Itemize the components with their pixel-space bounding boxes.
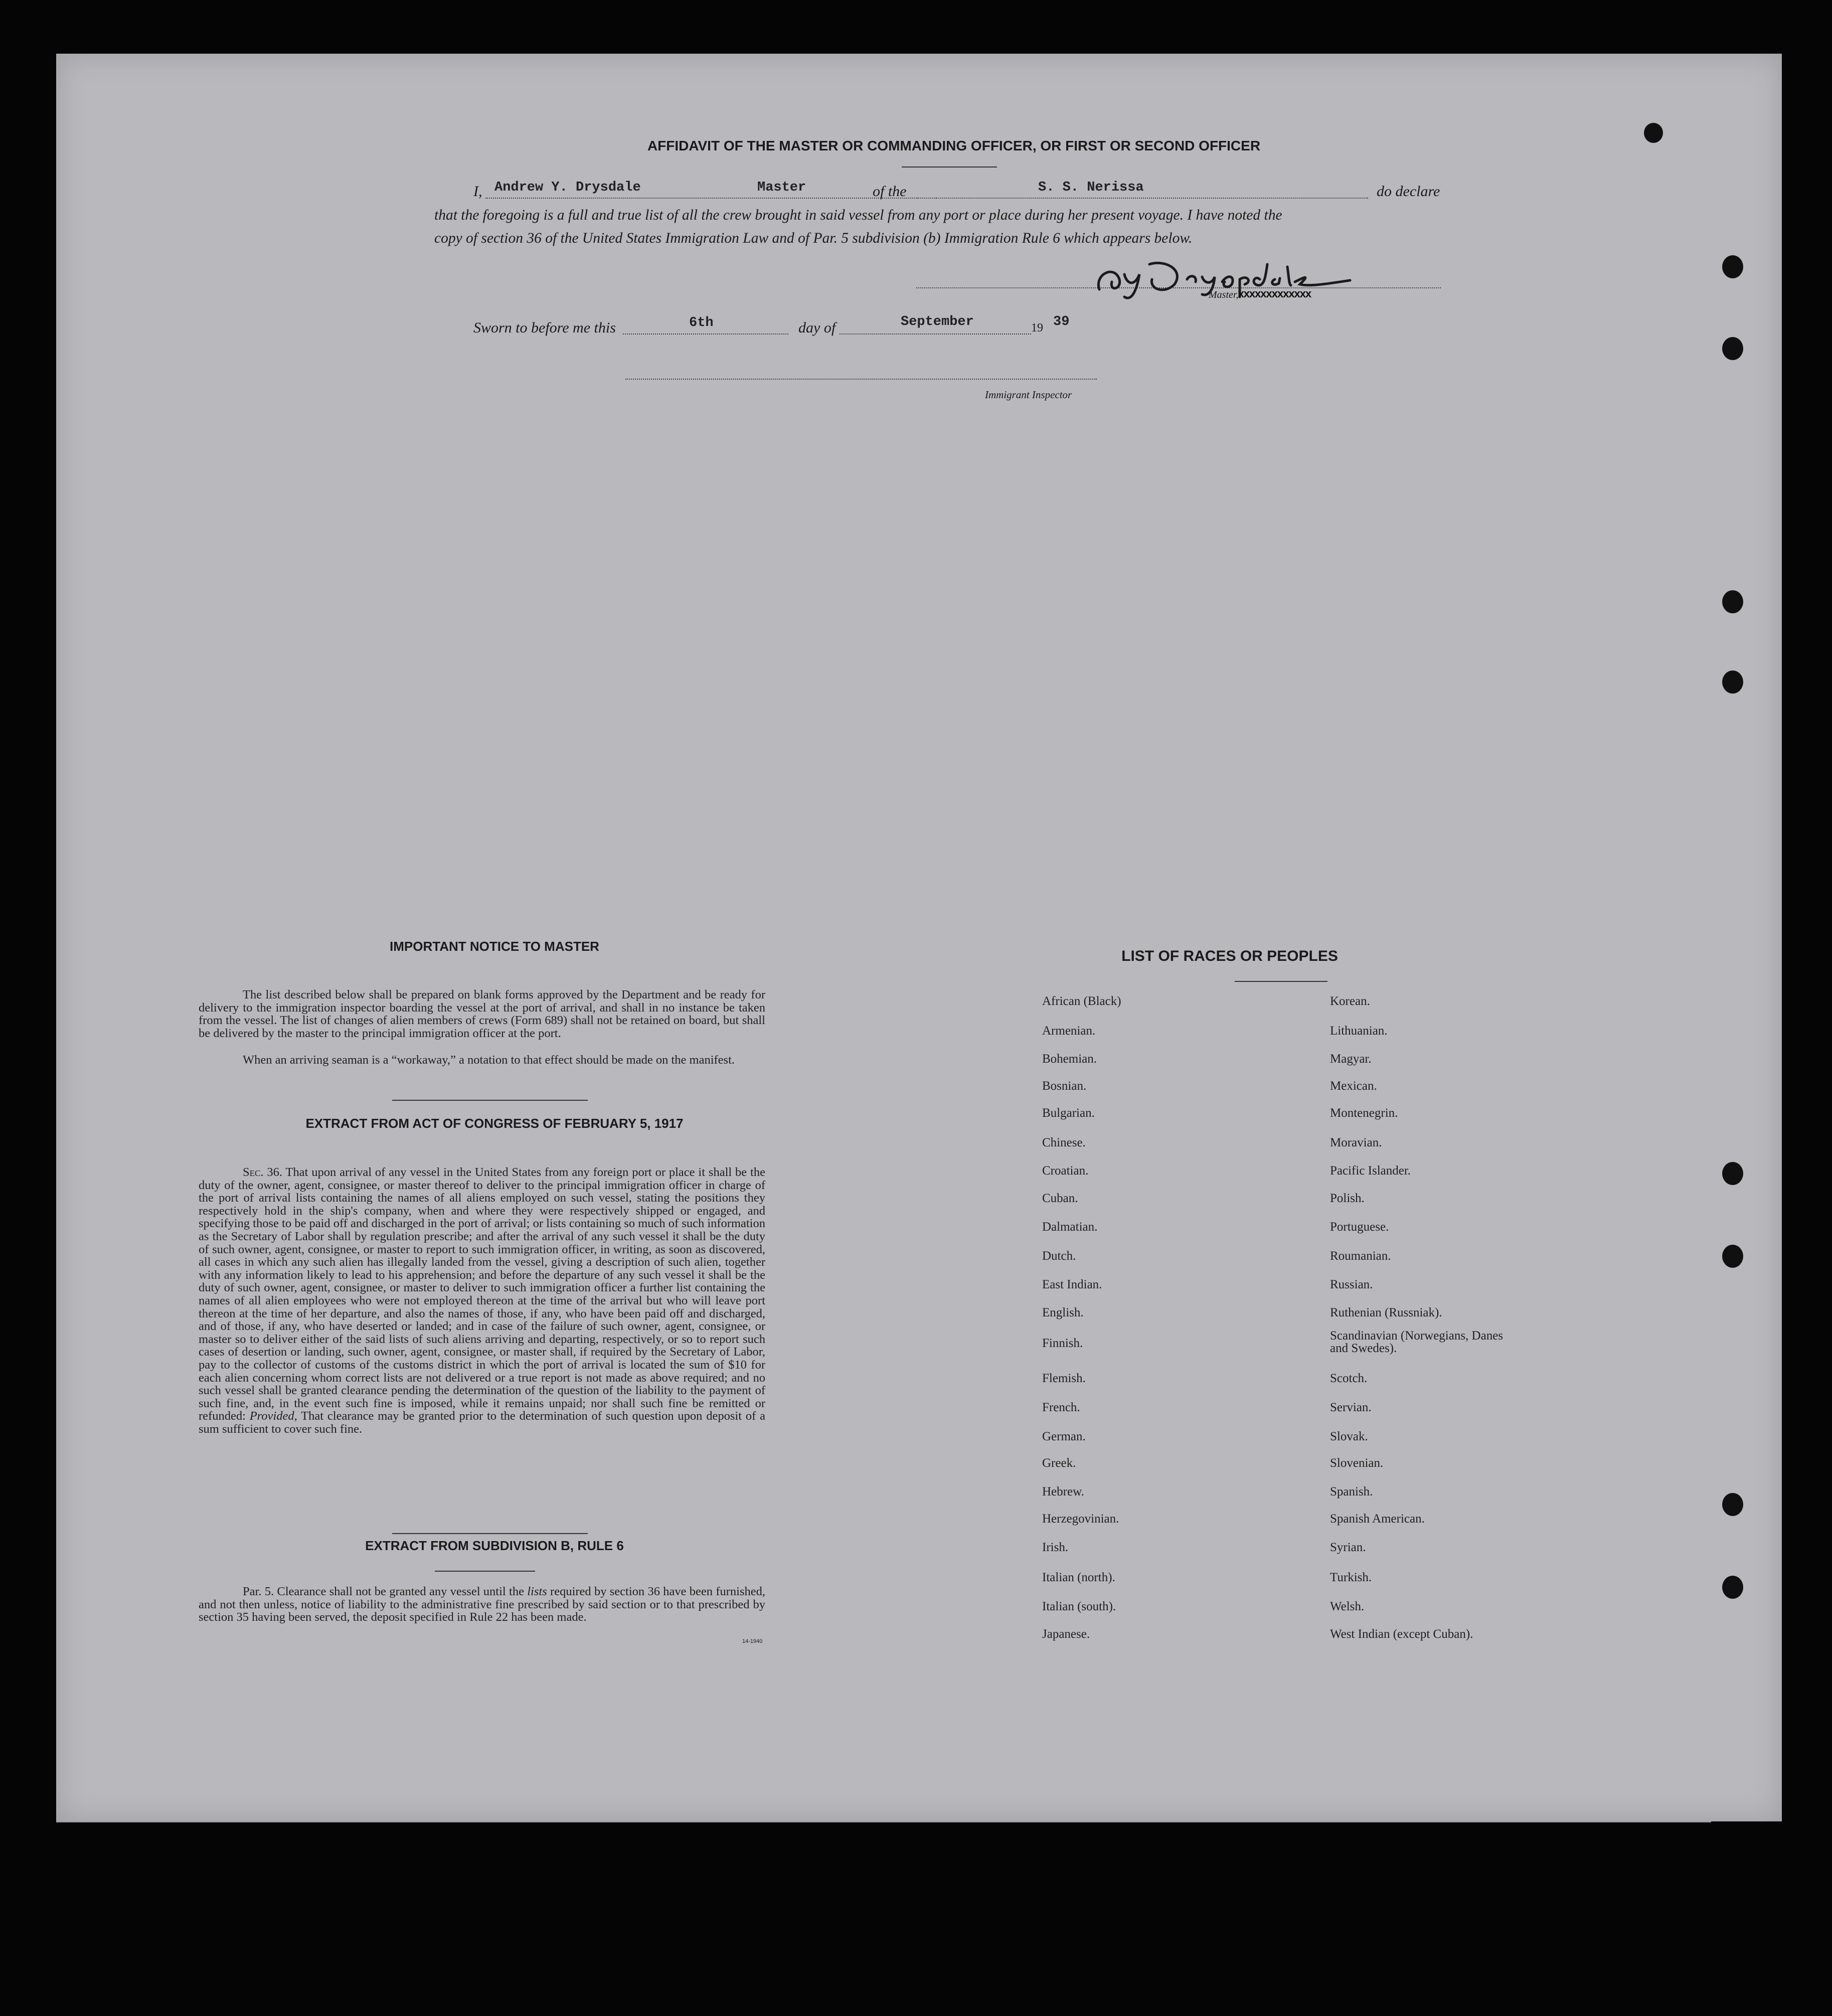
race-item: Croatian. bbox=[1042, 1164, 1089, 1178]
binder-hole-7 bbox=[1722, 1245, 1743, 1268]
race-item: Magyar. bbox=[1330, 1052, 1372, 1066]
do-declare-label: do declare bbox=[1377, 183, 1440, 200]
race-item: Dutch. bbox=[1042, 1249, 1076, 1263]
race-item: Spanish American. bbox=[1330, 1512, 1425, 1526]
race-item: French. bbox=[1042, 1401, 1080, 1414]
race-item: Roumanian. bbox=[1330, 1249, 1391, 1263]
race-item: Lithuanian. bbox=[1330, 1024, 1388, 1038]
race-item: Hebrew. bbox=[1042, 1485, 1084, 1498]
race-item: Servian. bbox=[1330, 1401, 1372, 1414]
race-item: Welsh. bbox=[1330, 1600, 1365, 1613]
race-item: Japanese. bbox=[1042, 1627, 1090, 1641]
sworn-label: Sworn to before me this bbox=[473, 319, 616, 336]
form-number: 14-1940 bbox=[742, 1638, 763, 1644]
race-item: West Indian (except Cuban). bbox=[1330, 1627, 1473, 1641]
race-item: Mexican. bbox=[1330, 1079, 1377, 1093]
act-extract-title: EXTRACT FROM ACT OF CONGRESS OF FEBRUARY 5, 1917 bbox=[305, 1116, 684, 1131]
binder-hole-8 bbox=[1722, 1493, 1743, 1516]
race-item: Bosnian. bbox=[1042, 1079, 1087, 1093]
binder-hole-1 bbox=[1644, 123, 1663, 143]
act-extract-text bbox=[199, 1166, 765, 1435]
race-item: Bulgarian. bbox=[1042, 1106, 1095, 1120]
race-item: Slovak. bbox=[1330, 1430, 1368, 1443]
year-suffix: 39 bbox=[1053, 314, 1070, 329]
race-item: East Indian. bbox=[1042, 1278, 1102, 1291]
race-item: Pacific Islander. bbox=[1330, 1164, 1411, 1178]
rule-text-b: required by section 36 have been furnished, and not then unless, notice of liability to the administrative fine prescribed by said section or to that prescribed by section 35 having been served, the deposit specified in Rule 22 has been made. bbox=[199, 1585, 765, 1624]
inspector-caption: Immigrant Inspector bbox=[985, 389, 1072, 401]
races-title: LIST OF RACES OR PEOPLES bbox=[1121, 948, 1338, 964]
binder-hole-2 bbox=[1722, 255, 1743, 278]
race-item: English. bbox=[1042, 1306, 1084, 1319]
race-item: Greek. bbox=[1042, 1456, 1076, 1470]
race-item: Armenian. bbox=[1042, 1024, 1096, 1038]
binder-hole-5 bbox=[1722, 670, 1743, 694]
rule-text-a: Par. 5. Clearance shall not be granted any vessel until the bbox=[243, 1585, 524, 1598]
race-item: Polish. bbox=[1330, 1192, 1365, 1205]
sworn-day: 6th bbox=[689, 315, 714, 330]
race-item: Chinese. bbox=[1042, 1136, 1086, 1149]
race-item: Italian (south). bbox=[1042, 1600, 1116, 1613]
master-rank: Master bbox=[757, 180, 806, 195]
act-rule bbox=[392, 1533, 588, 1534]
name-fill-line bbox=[485, 198, 937, 199]
race-item: Montenegrin. bbox=[1330, 1106, 1398, 1120]
race-item: Slovenian. bbox=[1330, 1456, 1384, 1470]
race-item: Syrian. bbox=[1330, 1541, 1366, 1554]
binder-hole-9 bbox=[1722, 1576, 1743, 1599]
signature-caption-struck: xxxxxxxxxxxxx bbox=[1238, 288, 1311, 301]
sworn-day-line bbox=[623, 333, 788, 334]
notice-para-2: When an arriving seaman is a “workaway,” a notation to that effect should be made on the manifest. bbox=[243, 1053, 735, 1067]
race-item: German. bbox=[1042, 1430, 1086, 1443]
race-item: Portuguese. bbox=[1330, 1220, 1389, 1234]
race-item: Italian (north). bbox=[1042, 1571, 1115, 1584]
act-section-text: That upon arrival of any vessel in the United States from any foreign port or place it shall be the duty of the owner, agent, consignee, or master thereof to deliver to the principal immigration officer in charge of the port of arrival lists containing the names of all aliens employed on such vessel, stating the positions they respectively hold in the ship's company, when and where they were respectively shipped or engaged, and specifying those to be paid off and discharged in the port of arrival; or lists containing so much of such information as the Secretary of Labor shall by regulation prescribe; and after the arrival of any such vessel it shall be the duty of such owner, agent, consignee, or master to report to such immigration officer, in writing, as soon as discovered, all cases in which any such alien has illegally landed from the vessel, giving a description of such alien, together with any information likely to lead to his apprehension; and before the departure of any such vessel it shall be the duty of such owner, agent, consignee, or master to deliver to such immigration officer a further list containing the names of all alien employees who were not employed thereon at the time of the arrival but who will leave port thereon at the time of her departure, and also the names of those, if any, who have been paid off and discharged, and of those, if any, who have deserted or landed; and in case of the failure of such owner, agent, consignee, or master so to deliver either of the said lists of such aliens arriving and departing, respectively, or so to report such cases of desertion or landing, such owner, agent, consignee, or master shall, if required by the Secretary of Labor, pay to the collector of customs of the customs district in which the port of arrival is located the sum of $10 for each alien concerning whom correct lists are not delivered or a true report is not made as above required; and no such vessel shall be granted clearance pending the determination of the question of the liability to the payment of such fine, and, in the event such fine is imposed, while it remains unpaid; nor shall such fine be remitted or refunded: bbox=[199, 1165, 765, 1423]
race-item: Dalmatian. bbox=[1042, 1220, 1098, 1234]
affidavit-title: AFFIDAVIT OF THE MASTER OR COMMANDING OFFICER, OR FIRST OR SECOND OFFICER bbox=[647, 138, 1261, 153]
rule-extract-text bbox=[199, 1585, 765, 1624]
notice-title: IMPORTANT NOTICE TO MASTER bbox=[390, 939, 599, 954]
race-item: African (Black) bbox=[1042, 994, 1121, 1008]
vessel-fill-line bbox=[917, 198, 1368, 199]
race-item: Irish. bbox=[1042, 1541, 1069, 1554]
race-item: Flemish. bbox=[1042, 1372, 1086, 1385]
master-name: Andrew Y. Drysdale bbox=[494, 180, 641, 195]
race-item: Scotch. bbox=[1330, 1372, 1368, 1385]
sworn-month: September bbox=[901, 314, 974, 329]
binder-hole-6 bbox=[1722, 1162, 1743, 1185]
inspector-line bbox=[625, 379, 1097, 380]
affidavit-title-rule bbox=[902, 166, 997, 167]
binder-hole-3 bbox=[1722, 337, 1743, 360]
rule-extract-title: EXTRACT FROM SUBDIVISION B, RULE 6 bbox=[365, 1538, 624, 1553]
race-item: Ruthenian (Russniak). bbox=[1330, 1306, 1442, 1319]
day-of-label: day of bbox=[798, 319, 836, 336]
race-item: Scandinavian (Norwegians, Danes and Swedes). bbox=[1330, 1329, 1504, 1355]
race-item: Bohemian. bbox=[1042, 1052, 1097, 1066]
document-page bbox=[56, 54, 1782, 1821]
vessel-name: S. S. Nerissa bbox=[1038, 180, 1144, 195]
act-section-label: Sec. 36. bbox=[243, 1165, 282, 1179]
rule-title-rule bbox=[435, 1571, 535, 1572]
race-item: Cuban. bbox=[1042, 1192, 1078, 1205]
signature-caption-master: Master, bbox=[1209, 289, 1239, 300]
affidavit-i-label: I, bbox=[473, 183, 482, 200]
act-section-text-end: That clearance may be granted prior to the determination of such question upon deposit of a sum sufficient to cover such fine. bbox=[199, 1409, 765, 1436]
race-item: Moravian. bbox=[1330, 1136, 1382, 1149]
sworn-month-line bbox=[840, 333, 1031, 334]
of-the-label: of the bbox=[873, 183, 907, 200]
races-title-rule bbox=[1235, 981, 1327, 982]
affidavit-line-2: that the foregoing is a full and true list of all the crew brought in said vessel from any port or place during her present voyage. I have noted the bbox=[434, 207, 1282, 223]
affidavit-line-3: copy of section 36 of the United States Immigration Law and of Par. 5 subdivision (b) Immigration Rule 6 which appears below. bbox=[434, 230, 1193, 246]
race-item: Russian. bbox=[1330, 1278, 1373, 1291]
race-item: Korean. bbox=[1330, 994, 1370, 1008]
race-item: Finnish. bbox=[1042, 1336, 1083, 1350]
notice-rule bbox=[392, 1100, 588, 1101]
act-provided: Provided, bbox=[249, 1409, 297, 1423]
race-item: Herzegovinian. bbox=[1042, 1512, 1119, 1526]
race-item: Turkish. bbox=[1330, 1571, 1372, 1584]
notice-para-1: The list described below shall be prepared on blank forms approved by the Department and be ready for delivery to the immigration inspector boarding the vessel at the port of arrival, and shall in no instance be taken from the vessel. The list of changes of alien members of crews (Form 689) shall not be retained on board, but shall be delivered by the master to the principal immigration officer at the port. bbox=[199, 988, 765, 1040]
binder-hole-4 bbox=[1722, 590, 1743, 613]
race-item: Spanish. bbox=[1330, 1485, 1373, 1498]
rule-lists-word: lists bbox=[527, 1585, 547, 1598]
year-prefix: 19 bbox=[1031, 321, 1043, 334]
